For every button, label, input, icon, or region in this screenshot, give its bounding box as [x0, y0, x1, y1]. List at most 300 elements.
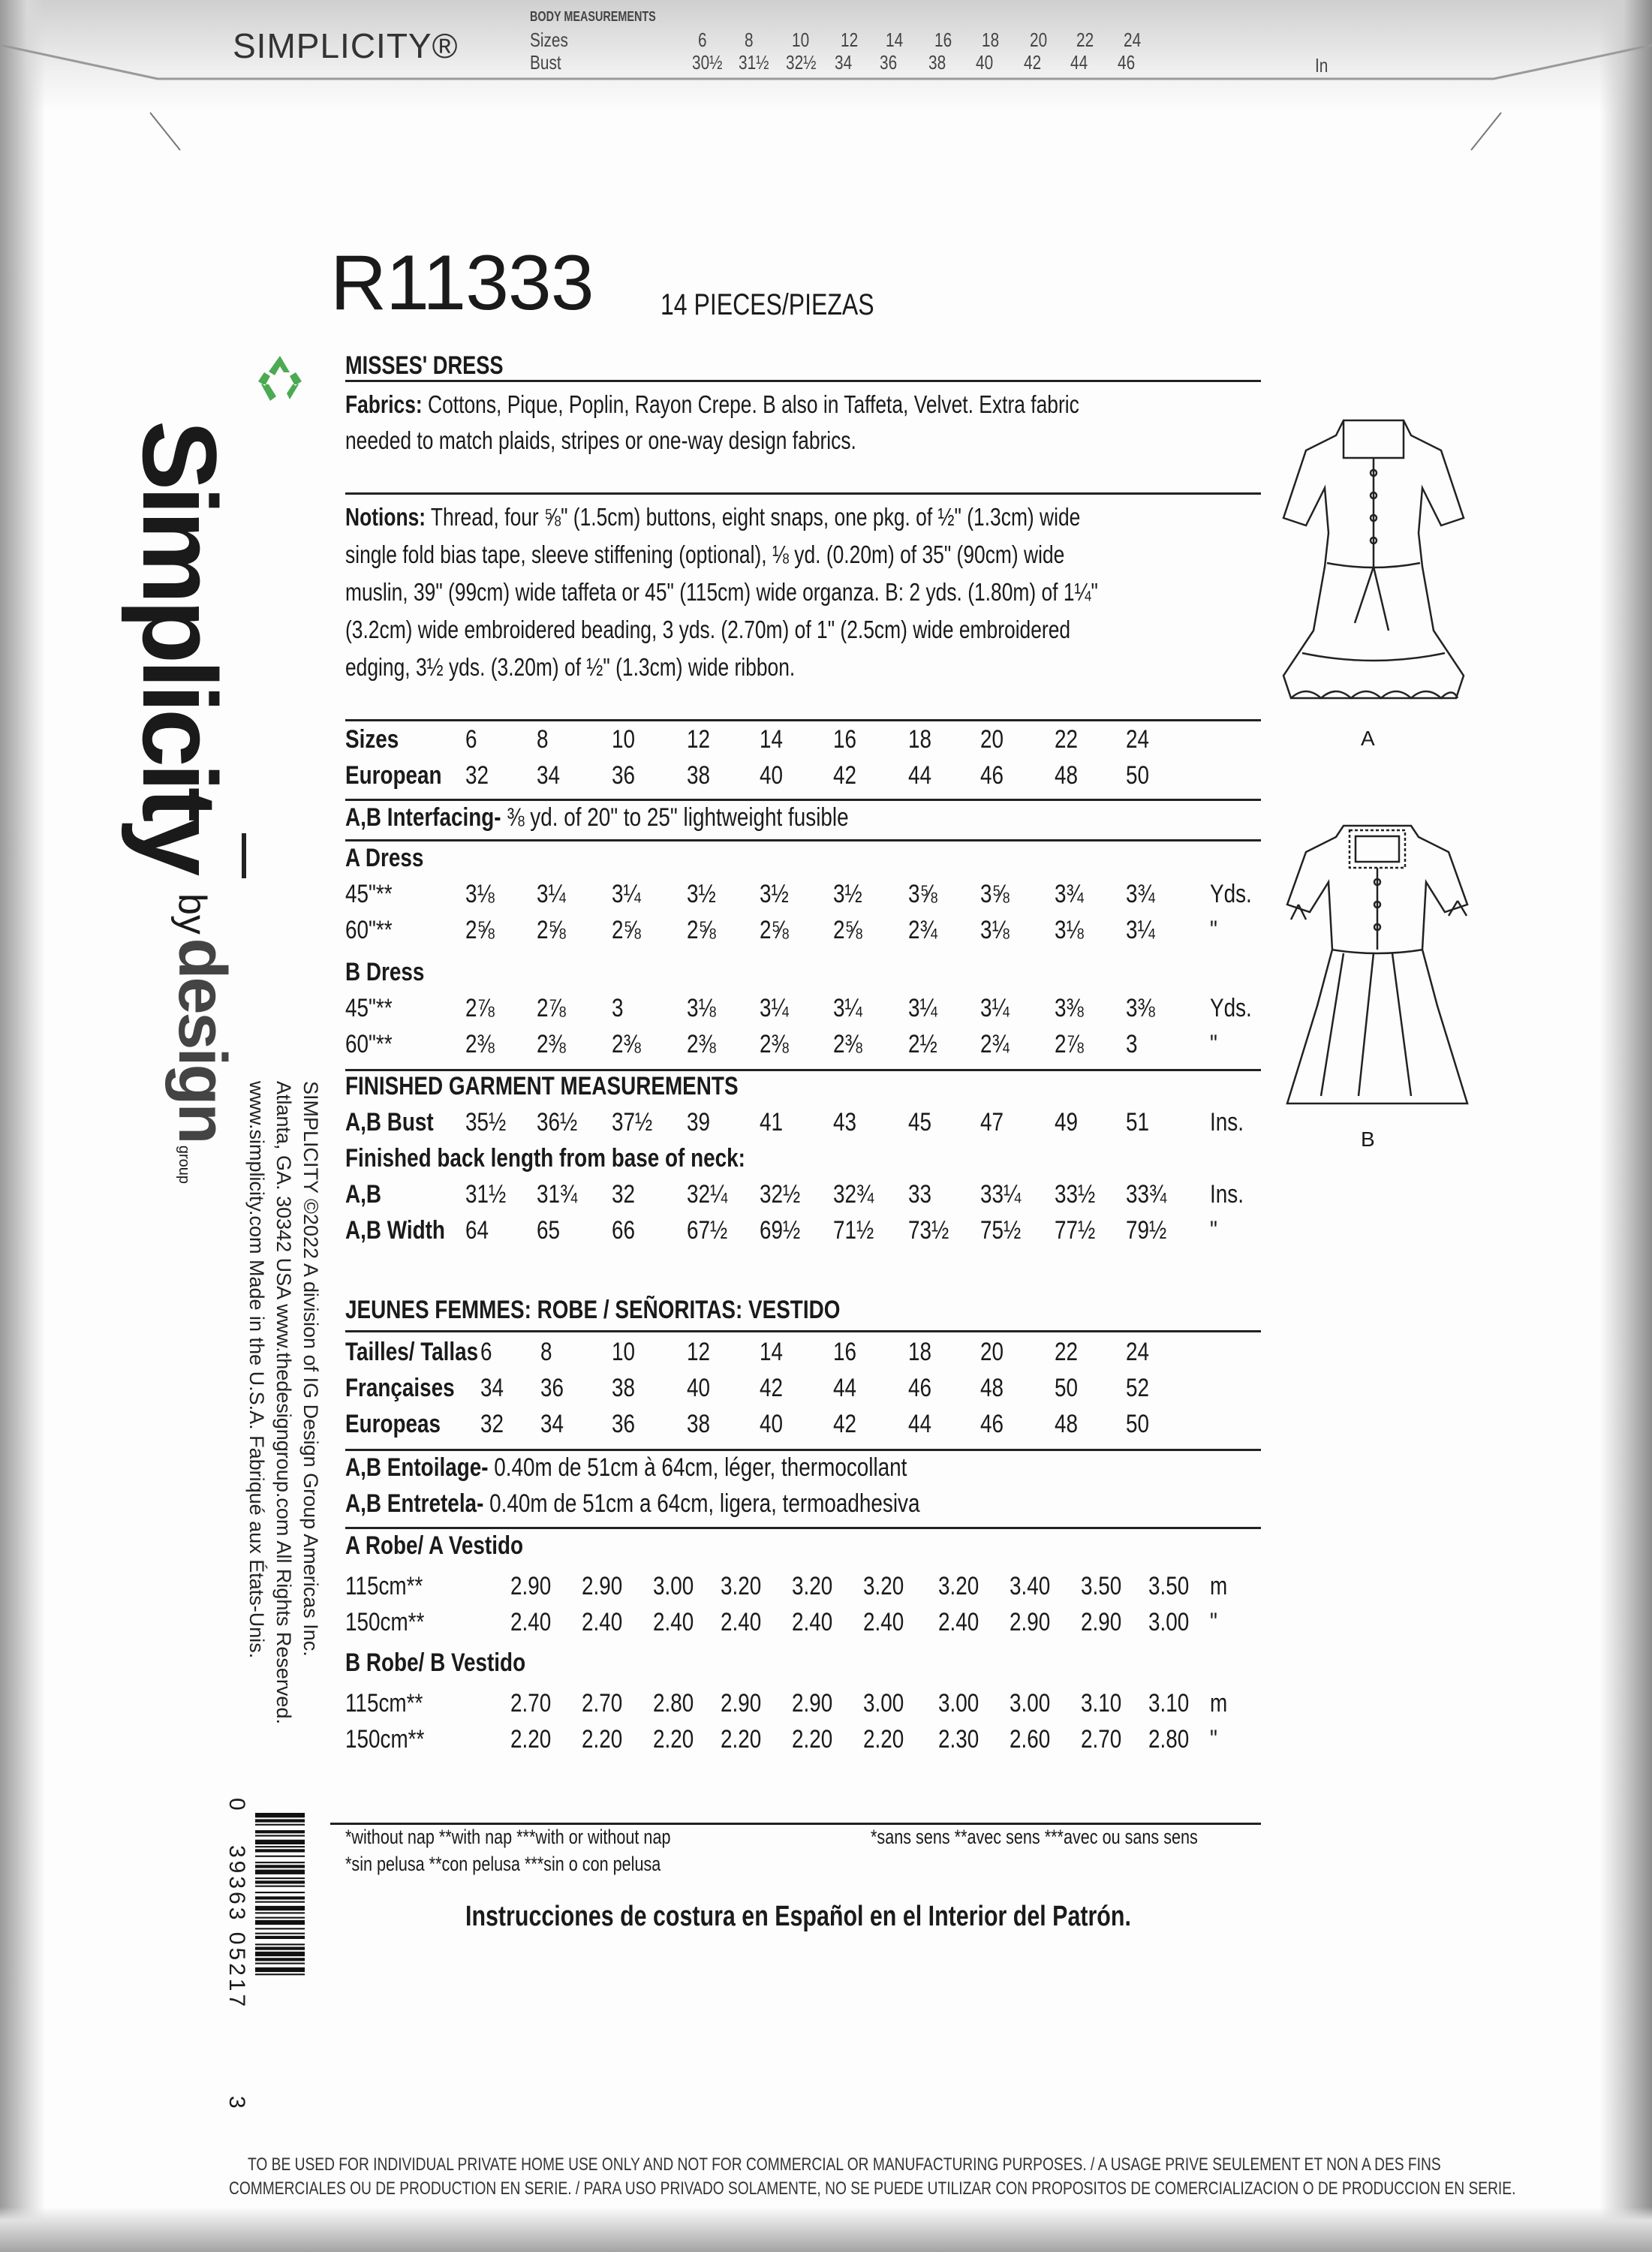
cell-value: 2.90 — [1010, 1608, 1051, 1636]
cell-value: 42 — [833, 1410, 857, 1438]
cell-value: 12 — [687, 1338, 711, 1366]
rule — [345, 1330, 1261, 1332]
cell-value: 42 — [833, 761, 857, 790]
copyright-notice — [243, 1081, 324, 1724]
cell-value: 10 — [612, 725, 636, 754]
cell-value: 2.40 — [938, 1608, 979, 1636]
barcode-bar — [255, 1835, 305, 1836]
cell-value: 2.20 — [653, 1725, 694, 1754]
cell-value: 2¾ — [980, 1030, 1010, 1058]
cell-value: 2.40 — [792, 1608, 833, 1636]
cell-value: 14 — [760, 1338, 784, 1366]
cell-value: 3½ — [760, 880, 789, 908]
cell-value: 46 — [908, 1374, 932, 1402]
barcode-bar — [255, 1920, 305, 1925]
simplicity-wordmark: Simplicity — [121, 420, 239, 872]
cell-value: 2.20 — [792, 1725, 833, 1754]
body-measurements-unit: In — [1315, 54, 1329, 77]
cell-value: 35½ — [465, 1108, 507, 1137]
body-bust-value: 30½ — [692, 51, 723, 74]
rule — [345, 380, 1261, 382]
row-text: ⅜ yd. of 20" to 25" lightweight fusible — [507, 803, 849, 832]
cell-value: 2.20 — [510, 1725, 552, 1754]
row-label: 45"** — [345, 880, 393, 908]
cell-value: 32¾ — [833, 1180, 874, 1209]
row-label: A,B Interfacing- ⅜ yd. of 20" to 25" lightweight fusible — [345, 803, 849, 832]
cell-value: 40 — [760, 1410, 784, 1438]
cell-unit: " — [1210, 1216, 1217, 1245]
cell-value: 50 — [1126, 761, 1150, 790]
cell-value: 33¼ — [980, 1180, 1022, 1209]
cell-value: 40 — [687, 1374, 711, 1402]
row-label: Finished back length from base of neck: — [345, 1144, 745, 1173]
cell-value: 2.40 — [582, 1608, 623, 1636]
cell-value: 67½ — [687, 1216, 728, 1245]
cell-value: 2⅝ — [687, 916, 716, 944]
row-label: 150cm** — [345, 1725, 425, 1754]
cell-value: 36 — [612, 1410, 636, 1438]
cell-value: 3.50 — [1081, 1572, 1122, 1600]
barcode-bar — [255, 1901, 305, 1903]
legal-line-2: COMMERCIALES OU DE PRODUCTION EN SERIE. / PARA USO PRIVADO SOLAMENTE, NO SE PUEDE UTILIZAR CON PROPOSITOS DE COMERCIALIZACION O DE PRODUCCION EN SERIE. — [229, 2178, 1516, 2199]
cell-value: 2.20 — [582, 1725, 623, 1754]
cell-value: 65 — [537, 1216, 561, 1245]
body-size-value: 8 — [745, 29, 754, 51]
row-label: Françaises — [345, 1374, 455, 1402]
notions-line-5: edging, 3½ yds. (3.20m) of ½" (1.3cm) wide ribbon. — [345, 653, 796, 681]
barcode-bar — [255, 1896, 305, 1899]
cell-value: 44 — [908, 761, 932, 790]
design-text: design — [164, 938, 239, 1143]
cell-value: 32¼ — [687, 1180, 728, 1209]
cell-value: 2.90 — [1081, 1608, 1122, 1636]
cell-value: 2⅜ — [465, 1030, 495, 1058]
barcode-bar — [255, 1912, 305, 1913]
body-measurements-title: BODY MEASUREMENTS — [530, 9, 656, 24]
cell-unit: Ins. — [1210, 1108, 1244, 1137]
by-text: by — [170, 893, 214, 935]
cell-value: 33 — [908, 1180, 932, 1209]
row-label: JEUNES FEMMES: ROBE / SEÑORITAS: VESTIDO — [345, 1296, 841, 1324]
notions-line-2: single fold bias tape, sleeve stiffening (optional), ⅛ yd. (0.20m) of 35" (90cm) wide — [345, 540, 1065, 568]
cell-value: 2⅝ — [612, 916, 641, 944]
barcode-bar — [255, 1952, 305, 1956]
body-bust-value: 38 — [928, 51, 946, 74]
barcode-bar — [255, 1813, 305, 1817]
cell-value: 2⅝ — [465, 916, 495, 944]
cell-value: 50 — [1126, 1410, 1150, 1438]
copyright-line-3: www.simplicity.com Made in the U.S.A. Fabriqué aux États-Unis. — [245, 1081, 268, 1659]
barcode-bar — [255, 1824, 305, 1826]
fabrics-line-2: needed to match plaids, stripes or one-way design fabrics. — [345, 426, 856, 454]
row-label: Sizes — [345, 725, 399, 754]
barcode-bar — [255, 1865, 305, 1868]
row-text: 0.40m de 51cm à 64cm, léger, thermocollant — [494, 1453, 907, 1482]
barcode-bar — [255, 1870, 305, 1874]
cell-unit: " — [1210, 1725, 1217, 1754]
cell-value: 3⅜ — [1055, 994, 1084, 1022]
body-size-value: 12 — [841, 29, 859, 51]
cell-unit: m — [1210, 1689, 1228, 1718]
cell-value: 3¼ — [980, 994, 1010, 1022]
barcode-bar — [255, 1928, 305, 1929]
copyright-line-1: SIMPLICITY ©2022 A division of IG Design Group Americas Inc. — [299, 1081, 322, 1657]
body-measurements-bust-label: Bust — [530, 51, 561, 74]
body-size-value: 16 — [934, 29, 952, 51]
cell-unit: " — [1210, 916, 1217, 944]
barcode-bar — [255, 1877, 305, 1879]
cell-value: 46 — [980, 761, 1004, 790]
cell-value: 32½ — [760, 1180, 801, 1209]
fabrics-label: Fabrics: — [345, 390, 423, 418]
cell-value: 3¼ — [833, 994, 862, 1022]
rule — [345, 1527, 1261, 1529]
cell-value: 38 — [612, 1374, 636, 1402]
row-label: A,B Entretela- 0.40m de 51cm a 64cm, ligera, termoadhesiva — [345, 1489, 920, 1518]
scan-shadow-left — [0, 0, 45, 2252]
notions-line-4: (3.2cm) wide embroidered beading, 3 yds. (2.70m) of 1" (2.5cm) wide embroidered — [345, 616, 1071, 643]
cell-value: 3⅝ — [908, 880, 937, 908]
cell-value: 24 — [1126, 725, 1150, 754]
cell-value: 38 — [687, 1410, 711, 1438]
row-label: A Dress — [345, 844, 424, 872]
cell-value: 2.40 — [510, 1608, 552, 1636]
barcode-bar — [255, 1943, 305, 1945]
cell-value: 3⅛ — [980, 916, 1010, 944]
legal-line-1: TO BE USED FOR INDIVIDUAL PRIVATE HOME USE ONLY AND NOT FOR COMMERCIAL OR MANUFACTURING PURPOSES. / A USAGE PRIVE SEULEMENT ET NON A DES FINS — [248, 2154, 1441, 2175]
cell-value: 20 — [980, 1338, 1004, 1366]
cell-value: 47 — [980, 1108, 1004, 1137]
rule — [345, 839, 1261, 841]
cell-value: 3.40 — [1010, 1572, 1051, 1600]
cell-value: 2.90 — [582, 1572, 623, 1600]
cell-value: 2¾ — [908, 916, 937, 944]
cell-value: 2.70 — [582, 1689, 623, 1718]
cell-value: 31½ — [465, 1180, 507, 1209]
row-label: A,B Width — [345, 1216, 445, 1245]
notions-line-3: muslin, 39" (99cm) wide taffeta or 45" (115cm) wide organza. B: 2 yds. (1.80m) of 1¼" — [345, 578, 1098, 606]
cell-value: 3¼ — [908, 994, 937, 1022]
cell-value: 37½ — [612, 1108, 653, 1137]
cell-value: 46 — [980, 1410, 1004, 1438]
cell-value: 3½ — [833, 880, 862, 908]
cell-value: 66 — [612, 1216, 636, 1245]
cell-value: 3.10 — [1081, 1689, 1122, 1718]
cell-value: 33¾ — [1126, 1180, 1167, 1209]
barcode-bar — [255, 1830, 305, 1833]
body-size-value: 6 — [698, 29, 707, 51]
dress-view-a-illustration — [1261, 405, 1486, 721]
cell-value: 12 — [687, 725, 711, 754]
cell-value: 77½ — [1055, 1216, 1096, 1245]
row-text: 0.40m de 51cm a 64cm, ligera, termoadhesiva — [489, 1489, 920, 1518]
cell-value: 3⅝ — [980, 880, 1010, 908]
cell-value: 2⅞ — [1055, 1030, 1084, 1058]
barcode-bar — [255, 1849, 305, 1852]
row-label: 115cm** — [345, 1689, 423, 1718]
cell-value: 48 — [1055, 761, 1079, 790]
row-label: B Dress — [345, 958, 425, 986]
cell-value: 50 — [1055, 1374, 1079, 1402]
cell-value: 14 — [760, 725, 784, 754]
cell-value: 3½ — [687, 880, 716, 908]
cell-value: 22 — [1055, 1338, 1079, 1366]
cell-value: 2⅝ — [537, 916, 566, 944]
barcode-bar — [255, 1856, 305, 1857]
cell-value: 2.20 — [863, 1725, 904, 1754]
cell-value: 73½ — [908, 1216, 949, 1245]
body-measurements-sizes-label: Sizes — [530, 29, 568, 51]
rule — [345, 1069, 1261, 1071]
barcode-bar — [255, 1819, 305, 1822]
cell-value: 3.50 — [1148, 1572, 1190, 1600]
cell-value: 16 — [833, 1338, 857, 1366]
cell-value: 3.20 — [863, 1572, 904, 1600]
cell-value: 2.90 — [792, 1689, 833, 1718]
barcode-bar — [255, 1917, 305, 1919]
body-bust-value: 46 — [1118, 51, 1136, 74]
cell-value: 2.80 — [653, 1689, 694, 1718]
cell-value: 3⅛ — [1055, 916, 1084, 944]
cell-value: 48 — [1055, 1410, 1079, 1438]
cell-value: 3¼ — [1126, 916, 1155, 944]
cell-unit: " — [1210, 1030, 1217, 1058]
body-size-value: 20 — [1030, 29, 1048, 51]
cell-value: 6 — [465, 725, 477, 754]
cell-value: 36 — [540, 1374, 564, 1402]
cell-value: 3⅛ — [465, 880, 495, 908]
recycle-icon — [254, 351, 306, 405]
barcode-bar — [255, 1846, 305, 1847]
body-bust-value: 42 — [1024, 51, 1042, 74]
cell-value: 52 — [1126, 1374, 1150, 1402]
cell-value: 36½ — [537, 1108, 578, 1137]
barcode-bar — [255, 1958, 305, 1961]
row-label: 45"** — [345, 994, 393, 1022]
cell-value: 2⅝ — [760, 916, 789, 944]
simplicity-logo-vertical — [119, 420, 240, 872]
rule — [345, 492, 1261, 495]
cell-value: 41 — [760, 1108, 784, 1137]
row-label: A,B Entoilage- 0.40m de 51cm à 64cm, léger, thermocollant — [345, 1453, 907, 1482]
cell-value: 31¾ — [537, 1180, 578, 1209]
view-b-label: B — [1361, 1128, 1375, 1151]
cell-value: 32 — [465, 761, 489, 790]
cell-value: 2.80 — [1148, 1725, 1190, 1754]
footnote-french: *sans sens **avec sens ***avec ou sans sens — [871, 1826, 1198, 1848]
cell-value: 2⅞ — [465, 994, 495, 1022]
cell-value: 75½ — [980, 1216, 1022, 1245]
cell-value: 38 — [687, 761, 711, 790]
cell-value: 8 — [537, 725, 549, 754]
row-label: A,B Bust — [345, 1108, 434, 1137]
copyright-line-2: Atlanta, GA. 30342 USA www.thedesigngroup.com All Rights Reserved. — [272, 1081, 295, 1724]
cell-value: 18 — [908, 1338, 932, 1366]
row-label: 115cm** — [345, 1572, 423, 1600]
cell-value: 18 — [908, 725, 932, 754]
body-bust-value: 36 — [880, 51, 898, 74]
body-size-value: 10 — [792, 29, 810, 51]
cell-unit: Yds. — [1210, 880, 1252, 908]
logo-divider — [242, 833, 246, 878]
body-bust-value: 40 — [976, 51, 994, 74]
cell-value: 44 — [908, 1410, 932, 1438]
footnote-english: *without nap **with nap ***with or without nap — [345, 1826, 671, 1848]
cell-value: 3¾ — [1055, 880, 1084, 908]
piece-count: 14 PIECES/PIEZAS — [660, 288, 874, 321]
cell-value: 34 — [537, 761, 561, 790]
cell-value: 22 — [1055, 725, 1079, 754]
cell-value: 2⅜ — [537, 1030, 566, 1058]
cell-value: 2.40 — [863, 1608, 904, 1636]
brand-wordmark-top: SIMPLICITY® — [233, 26, 459, 65]
cell-value: 10 — [612, 1338, 636, 1366]
row-label: European — [345, 761, 442, 790]
cell-value: 6 — [480, 1338, 492, 1366]
cell-unit: m — [1210, 1572, 1228, 1600]
spanish-instructions-note: Instrucciones de costura en Español en el Interior del Patrón. — [465, 1901, 1131, 1932]
barcode-bar — [255, 1963, 305, 1964]
cell-value: 2.40 — [721, 1608, 762, 1636]
fabrics-text-1: Cottons, Pique, Poplin, Rayon Crepe. B also in Taffeta, Velvet. Extra fabric — [428, 390, 1079, 418]
barcode-bar — [255, 1892, 305, 1893]
cell-value: 2⅜ — [833, 1030, 862, 1058]
barcode-bar — [255, 1886, 305, 1887]
cell-value: 64 — [465, 1216, 489, 1245]
cell-value: 2⅞ — [537, 994, 566, 1022]
row-label: A,B — [345, 1180, 382, 1209]
cell-value: 3¾ — [1126, 880, 1155, 908]
cell-value: 3¼ — [760, 994, 789, 1022]
cell-value: 20 — [980, 725, 1004, 754]
cell-value: 3.10 — [1148, 1689, 1190, 1718]
barcode-digits: 39363 05217 — [224, 1845, 249, 2010]
cell-value: 2.40 — [653, 1608, 694, 1636]
barcode-bar — [255, 1936, 305, 1939]
row-label: 60"** — [345, 1030, 393, 1058]
cell-value: 79½ — [1126, 1216, 1167, 1245]
cell-value: 3¼ — [537, 880, 566, 908]
cell-value: 36 — [612, 761, 636, 790]
cell-value: 2.60 — [1010, 1725, 1051, 1754]
barcode-bar — [255, 1947, 305, 1950]
cell-value: 2.90 — [721, 1689, 762, 1718]
cell-value: 24 — [1126, 1338, 1150, 1366]
cell-value: 3.00 — [1148, 1608, 1190, 1636]
group-text: group — [176, 1145, 192, 1185]
cell-value: 40 — [760, 761, 784, 790]
cell-value: 71½ — [833, 1216, 874, 1245]
cell-value: 34 — [540, 1410, 564, 1438]
cell-value: 42 — [760, 1374, 784, 1402]
cell-value: 3.00 — [653, 1572, 694, 1600]
cell-value: 3¼ — [612, 880, 641, 908]
body-size-value: 18 — [982, 29, 1000, 51]
barcode-bar — [255, 1974, 305, 1975]
cell-value: 49 — [1055, 1108, 1079, 1137]
rule — [345, 1449, 1261, 1451]
rule — [330, 1823, 1261, 1825]
cell-value: 45 — [908, 1108, 932, 1137]
cell-value: 3.20 — [721, 1572, 762, 1600]
notions-text-1: Thread, four ⅝" (1.5cm) buttons, eight snaps, one pkg. of ½" (1.3cm) wide — [430, 503, 1081, 531]
body-size-value: 22 — [1076, 29, 1094, 51]
cell-value: 2⅜ — [760, 1030, 789, 1058]
row-label: Tailles/ Tallas — [345, 1338, 479, 1366]
rule — [345, 719, 1261, 721]
cell-value: 3 — [612, 994, 624, 1022]
description-title: MISSES' DRESS — [345, 351, 504, 380]
cell-value: 51 — [1126, 1108, 1150, 1137]
cell-value: 3⅛ — [687, 994, 716, 1022]
cell-value: 43 — [833, 1108, 857, 1137]
cell-value: 2.20 — [721, 1725, 762, 1754]
pattern-number: R11333 — [330, 239, 594, 327]
cell-value: 2⅜ — [687, 1030, 716, 1058]
cell-value: 8 — [540, 1338, 552, 1366]
barcode-bar — [255, 1967, 305, 1972]
scan-shadow-right — [1599, 0, 1652, 2252]
cell-unit: " — [1210, 1608, 1217, 1636]
cell-value: 3.20 — [938, 1572, 979, 1600]
cell-value: 3.00 — [863, 1689, 904, 1718]
body-bust-value: 32½ — [786, 51, 817, 74]
cell-value: 2.70 — [510, 1689, 552, 1718]
row-label: A Robe/ A Vestido — [345, 1531, 524, 1560]
barcode-digit-top: 0 — [224, 1798, 249, 1811]
cell-value: 33½ — [1055, 1180, 1096, 1209]
body-bust-value: 34 — [835, 51, 853, 74]
cell-unit: Yds. — [1210, 994, 1252, 1022]
cell-value: 3.20 — [792, 1572, 833, 1600]
body-size-value: 24 — [1124, 29, 1142, 51]
cell-value: 2⅝ — [833, 916, 862, 944]
cell-value: 2½ — [908, 1030, 937, 1058]
barcode-check-digit: 3 — [224, 2096, 249, 2109]
cell-value: 69½ — [760, 1216, 801, 1245]
barcode-bar — [255, 1906, 305, 1910]
cell-value: 2⅜ — [612, 1030, 641, 1058]
cell-value: 32 — [612, 1180, 636, 1209]
row-label: FINISHED GARMENT MEASUREMENTS — [345, 1072, 739, 1100]
dress-view-b-illustration — [1268, 811, 1486, 1126]
cell-value: 34 — [480, 1374, 504, 1402]
body-bust-value: 44 — [1070, 51, 1088, 74]
cell-value: 3⅜ — [1126, 994, 1155, 1022]
cell-value: 44 — [833, 1374, 857, 1402]
row-label: 150cm** — [345, 1608, 425, 1636]
scan-shadow-bottom — [0, 2207, 1652, 2252]
cell-value: 32 — [480, 1410, 504, 1438]
fabrics-line-1 — [345, 386, 1079, 423]
view-a-label: A — [1361, 727, 1375, 750]
cell-value: 48 — [980, 1374, 1004, 1402]
body-bust-value: 31½ — [739, 51, 769, 74]
barcode-bar — [255, 1933, 305, 1934]
by-design-logo — [163, 833, 240, 1184]
row-label: B Robe/ B Vestido — [345, 1648, 526, 1677]
barcode-bar — [255, 1840, 305, 1844]
row-label: 60"** — [345, 916, 393, 944]
cell-value: 3 — [1126, 1030, 1138, 1058]
rule — [345, 799, 1261, 801]
cell-value: 39 — [687, 1108, 711, 1137]
cell-value: 3.00 — [938, 1689, 979, 1718]
notions-line-1 — [345, 498, 1080, 536]
body-size-value: 14 — [886, 29, 904, 51]
barcode-bar — [255, 1880, 305, 1883]
cell-value: 16 — [833, 725, 857, 754]
